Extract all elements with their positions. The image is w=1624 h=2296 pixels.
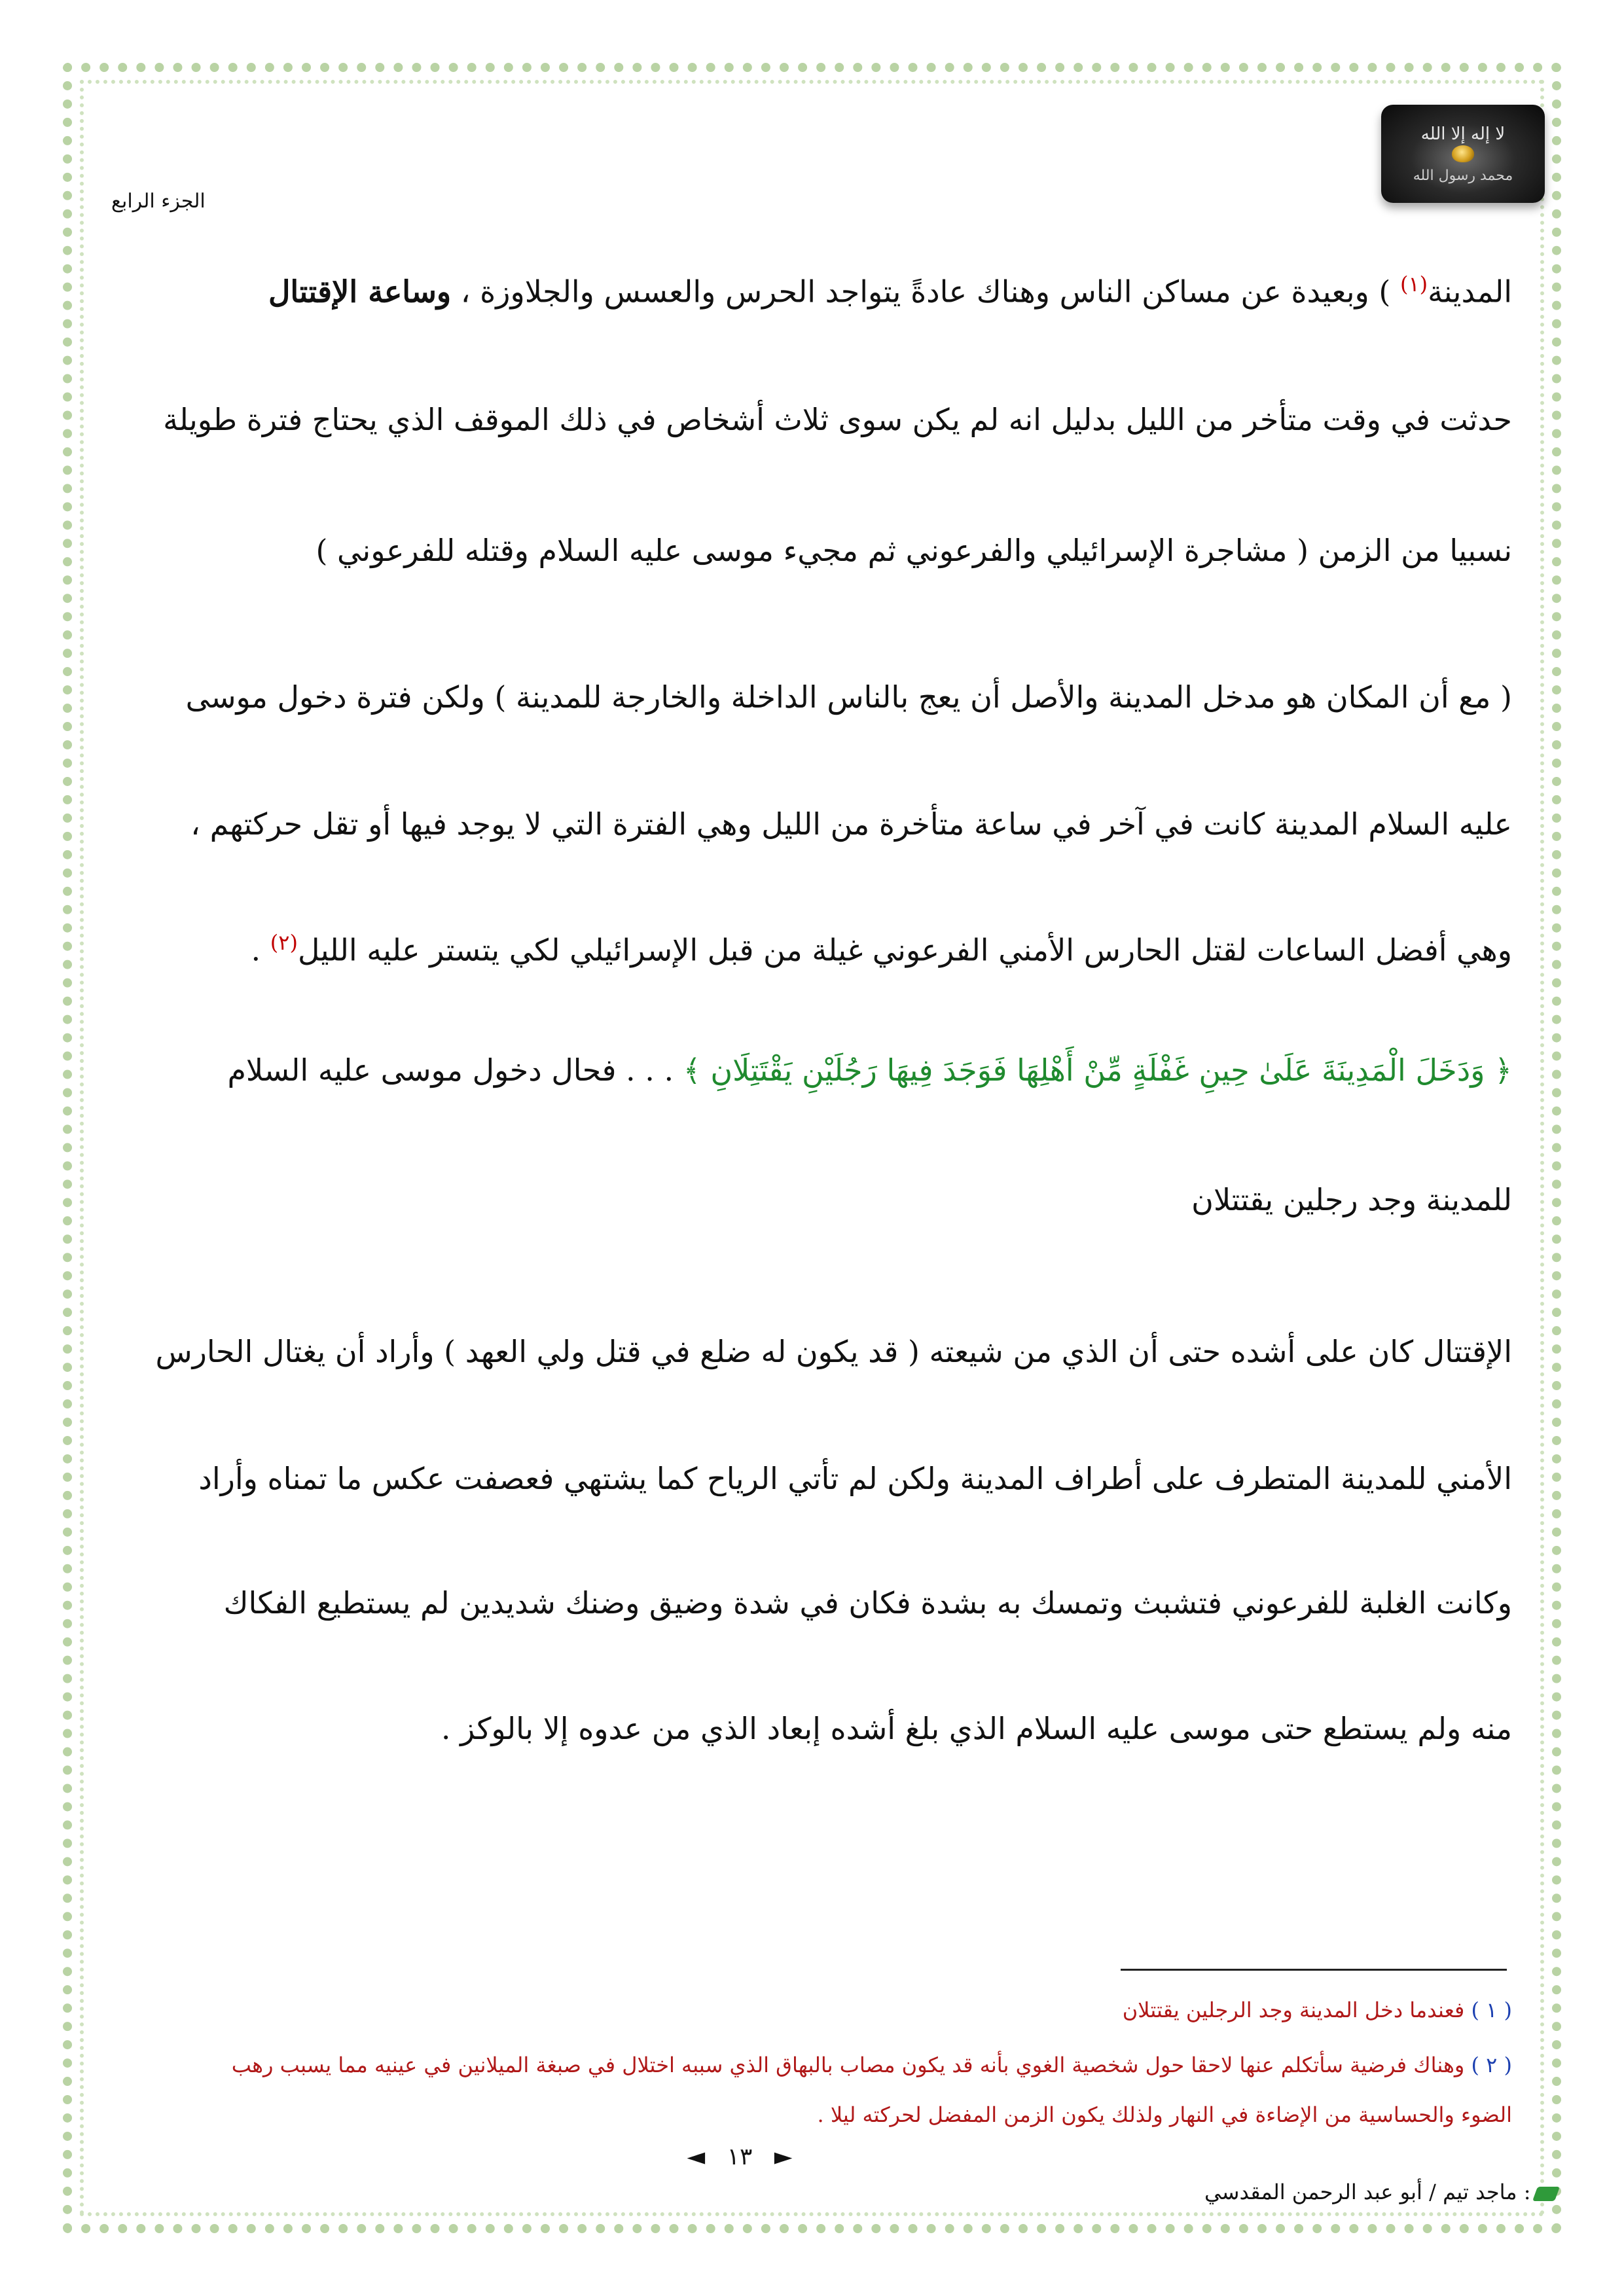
paragraph-line: الأمني للمدينة المتطرف على أطراف المدينة ولكن لم تأتي الرياح كما يشتهي فعصفت عكس ما تمناه وأراد	[198, 1461, 1512, 1496]
text-run: المدينة	[1428, 274, 1512, 310]
footnote-number: ( ١ )	[1471, 1998, 1512, 2022]
paragraph-line: حدثت في وقت متأخر من الليل بدليل انه لم يكن سوى ثلاث أشخاص في ذلك الموقف الذي يحتاج فترة طويلة	[163, 402, 1512, 437]
footnote-number: ( ٢ )	[1471, 2053, 1512, 2077]
text-run: . . . فحال دخول موسى عليه السلام	[227, 1052, 683, 1088]
paragraph-line: منه ولم يستطع حتى موسى عليه السلام الذي بلغ أشده إبعاد الذي من عدوه إلا بالوكز .	[441, 1711, 1512, 1746]
paragraph-line: الإقتتال كان على أشده حتى أن الذي من شيعته ( قد يكون له ضلع في قتل ولي العهد ) وأراد أن يغتال الحارس	[155, 1334, 1512, 1369]
quran-verse: ﴿ وَدَخَلَ الْمَدِينَةَ عَلَىٰ حِينِ غَفْلَةٍ مِّنْ أَهْلِهَا فَوَجَدَ فِيهَا رَجُلَيْنِ يَقْتَتِلَانِ ﴾	[683, 1052, 1512, 1088]
author-credit	[1204, 2179, 1557, 2204]
paragraph-line	[124, 272, 1512, 310]
logo-text-bottom: محمد رسول الله	[1413, 168, 1513, 184]
footnote-divider	[1121, 1969, 1507, 1971]
author-name: : ماجد تيم / أبو عبد الرحمن المقدسي	[1204, 2179, 1531, 2204]
paragraph-line: ( مع أن المكان هو مدخل المدينة والأصل أن يعج بالناس الداخلة والخارجة للمدينة ) ولكن فترة دخول موسى	[185, 679, 1512, 715]
footnote-2	[131, 2053, 1512, 2077]
text-run: وهي أفضل الساعات لقتل الحارس الأمني الفرعوني غيلة من قبل الإسرائيلي لكي يتستر عليه الليل	[297, 932, 1512, 968]
text-run: .	[251, 932, 270, 968]
footnote-ref-1[interactable]: (١)	[1399, 272, 1428, 296]
bold-text-run: وساعة الإقتتال	[268, 274, 452, 310]
next-page-arrow-icon[interactable]: ►	[774, 2144, 793, 2170]
page-navigation	[655, 2144, 825, 2170]
paragraph-line: عليه السلام المدينة كانت في آخر في ساعة متأخرة من الليل وهي الفترة التي لا يوجد فيها أو تقل حركتهم ،	[190, 806, 1512, 842]
footnote-text: وهناك فرضية سأتكلم عنها لاحقا حول شخصية الغوي بأنه قد يكون مصاب بالبهاق الذي سببه اختلال في صبغة الميلانين في عينيه مما يسبب رهب	[231, 2053, 1471, 2077]
paragraph-line	[124, 930, 1512, 968]
paragraph-line	[124, 1052, 1512, 1088]
document-body	[124, 0, 1512, 1898]
footnote-ref-2[interactable]: (٢)	[270, 930, 298, 955]
logo-text-top: لا إله إلا الله	[1420, 124, 1506, 144]
footnote-1	[131, 1998, 1512, 2022]
paragraph-line: نسبيا من الزمن ( مشاجرة الإسرائيلي والفرعوني ثم مجيء موسى عليه السلام وقتله للفرعوني )	[316, 533, 1512, 568]
footnote-text: فعندما دخل المدينة وجد الرجلين يقتتلان	[1122, 1998, 1471, 2022]
text-run: ) وبعيدة عن مساكن الناس وهناك عادةً يتواجد الحرس والعسس والجلاوزة ،	[451, 274, 1400, 310]
paragraph-line: وكانت الغلبة للفرعوني فتشبث وتمسك به بشدة فكان في شدة وضيق وضنك شديدين لم يستطيع الفكاك	[223, 1585, 1512, 1621]
page-number: ١٣	[727, 2144, 753, 2170]
prev-page-arrow-icon[interactable]: ◄	[687, 2144, 706, 2170]
footnote-2-continued: الضوء والحساسية من الإضاءة في النهار ولذلك يكون الزمن المفضل لحركته ليلا .	[817, 2102, 1512, 2127]
paragraph-line: للمدينة وجد رجلين يقتتلان	[1191, 1182, 1512, 1217]
part-label: الجزء الرابع	[111, 190, 206, 213]
pencil-icon	[1532, 2187, 1560, 2201]
